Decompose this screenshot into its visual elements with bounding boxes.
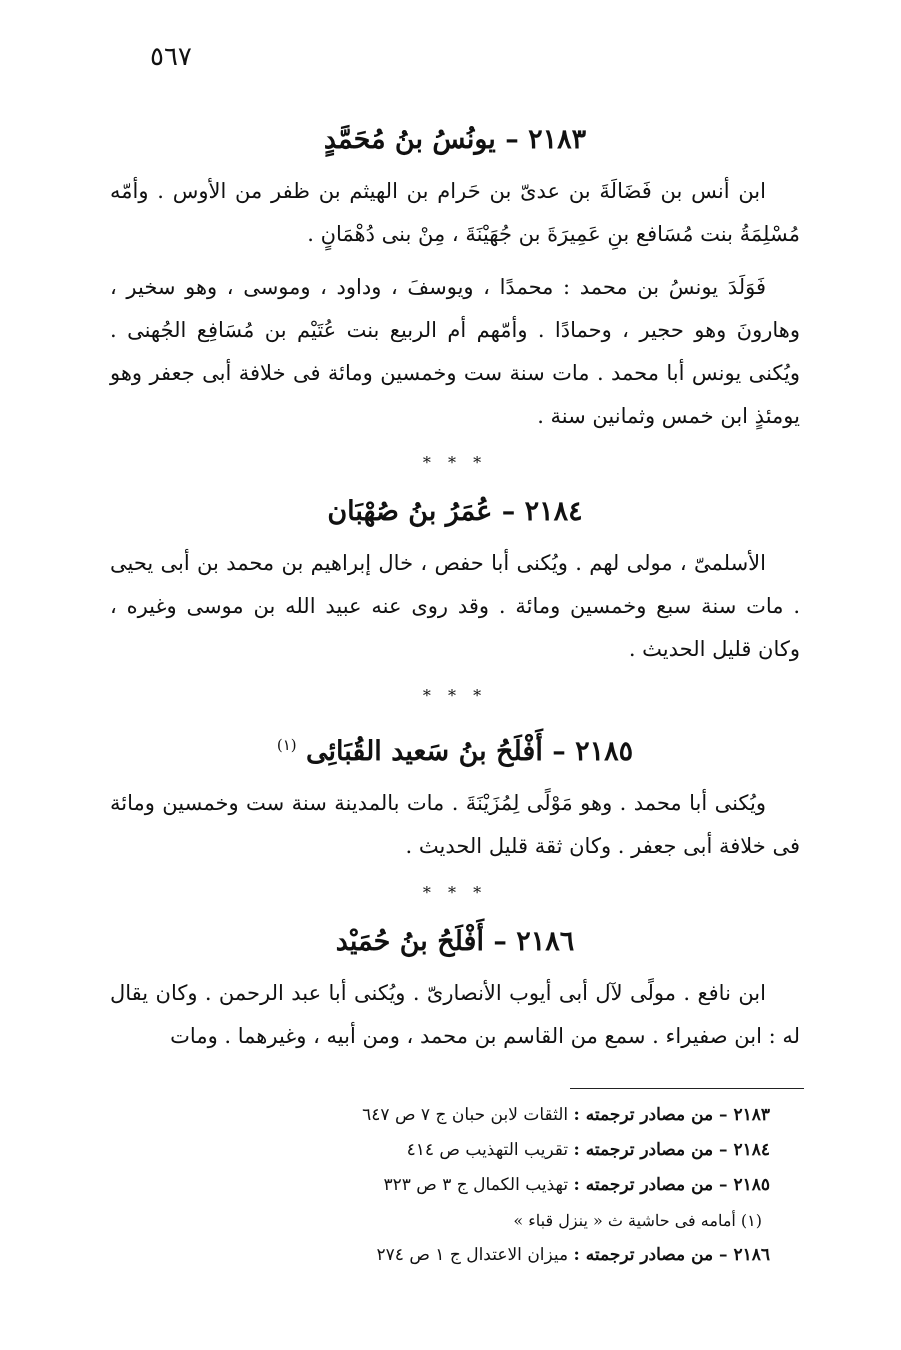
entry-paragraph: ابن أنس بن فَضَالَةَ بن عدىّ بن حَرام بن الهيثم بن ظفر من الأوس . وأمّه مُسْلِمَةُ بنت مُسَافع بنِ عَمِيرَةَ بن جُهَيْنَةَ ، مِنْ بنى دُهْمَانٍ . [110,179,800,246]
footnote-head: ٢١٨٣ – من مصادر ترجمته : [573,1105,770,1125]
entry-2184 [110,490,800,671]
footnote [180,1133,770,1168]
entry-paragraph: الأسلمىّ ، مولى لهم . ويُكنى أبا حفص ، خال إبراهيم بن محمد بن أبى يحيى . مات سنة سبع وخمسين ومائة . وقد روى عنه عبيد الله بن موسى وغيره ، وكان قليل الحديث . [110,551,800,661]
entry-title: ٢١٨٦ – أَفْلَحُ بنُ حُمَيْد [335,926,575,957]
entry-paragraph: ابن نافع . مولًى لآل أبى أيوب الأنصارىّ . ويُكنى أبا عبد الرحمن . وكان يقال له : ابن صفيراء . سمع من القاسم بن محمد ، ومن أبيه ، وغيرهما . ومات [110,981,800,1048]
separator-stars: * * * [422,453,488,472]
entry-paragraph: فَوَلَدَ يونسُ بن محمد : محمدًا ، ويوسفَ ، وداود ، وموسى ، وهو سخير ، وهارونَ وهو حجير ، وحمادًا . وأمّهم أم الربيع بنت عُتَيْم بن مُسَافِع الجُهنى . ويُكنى يونس أبا محمد . مات سنة ست وخمسين ومائة فى خلافة أبى جعفر وهو يومئذٍ ابن خمس وثمانين سنة . [110,275,800,428]
entry-title-text: ٢١٨٥ – أَفْلَحُ بنُ سَعيد القُبَائِى [306,736,634,767]
footnote-head: ٢١٨٥ – من مصادر ترجمته : [573,1175,770,1195]
footnote-head: ٢١٨٤ – من مصادر ترجمته : [573,1140,770,1160]
footnote-head: ٢١٨٦ – من مصادر ترجمته : [573,1245,770,1265]
footnote-text: ميزان الاعتدال ج ١ ص ٢٧٤ [376,1245,569,1265]
page-number: ٥٦٧ [150,42,192,72]
entry-title: ٢١٨٤ – عُمَرُ بنُ صُهْبَان [327,496,583,527]
entry-title [110,723,800,774]
footnote [180,1168,770,1203]
entry-title: ٢١٨٣ – يونُسُ بنُ مُحَمَّدٍ [323,124,587,155]
footnotes [180,1098,770,1273]
entry-2186 [110,920,800,1058]
separator-stars: * * * [422,686,488,705]
entry-2183 [110,118,800,438]
entry-paragraph: ويُكنى أبا محمد . وهو مَوْلًى لِمُزَيْنَةَ . مات بالمدينة سنة ست وخمسين ومائة فى خلافة أبى جعفر . وكان ثقة قليل الحديث . [110,791,800,858]
main-text [110,118,800,1058]
footnote-text: الثقات لابن حبان ج ٧ ص ٦٤٧ [362,1105,569,1125]
footnote-marker: (١) [276,736,297,754]
footnote [180,1098,770,1133]
footnote-text: تقريب التهذيب ص ٤١٤ [406,1140,569,1160]
footnote [180,1238,770,1273]
footnote-note [180,1203,770,1238]
footnote-text: (١) أمامه فى حاشية ث « ينزل قباء » [513,1211,762,1230]
footnote-text: تهذيب الكمال ج ٣ ص ٣٢٣ [383,1175,569,1195]
entry-2185 [110,723,800,868]
footnote-divider [570,1088,804,1089]
separator-stars: * * * [422,883,488,902]
